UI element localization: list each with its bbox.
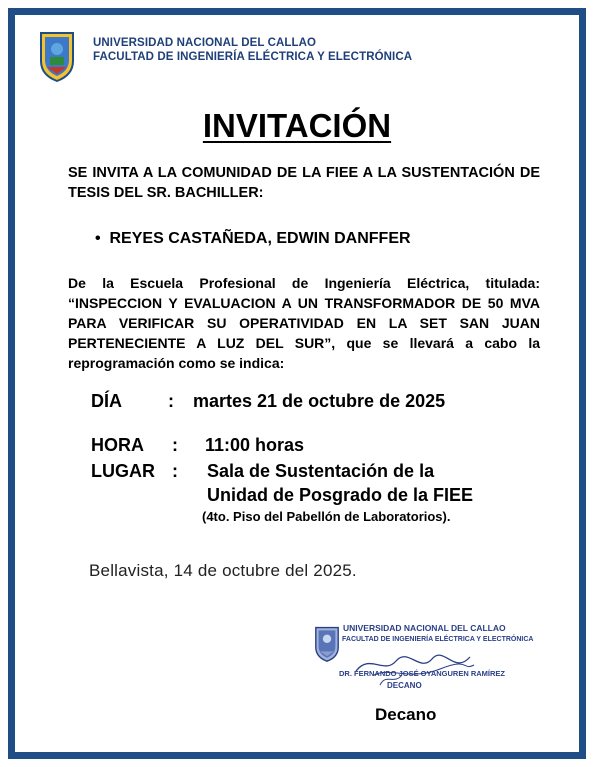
place-date: Bellavista, 14 de octubre del 2025. (89, 561, 357, 580)
place-colon: : (172, 461, 178, 481)
day-value: martes 21 de octubre de 2025 (193, 391, 446, 411)
place-line2: Unidad de Posgrado de la FIEE (207, 485, 474, 505)
page-title (15, 107, 579, 145)
hour-colon: : (172, 435, 178, 455)
signature-role: DECANO (387, 681, 422, 690)
signature-seal-logo-icon (313, 623, 341, 663)
thesis-paragraph: De la Escuela Profesional de Ingeniería Eléctrica, titulada: “INSPECCION Y EVALUACION A UN TRANSFORMADOR DE 50 MVA PARA VERIFICAR SU OPERATIVIDAD EN LA SET SAN JUAN PERTENECIENTE A LUZ DEL SUR”, que se llevará a cabo la reprogramación como se indica: (68, 275, 540, 371)
candidate-item (95, 230, 411, 248)
intro-paragraph: SE INVITA A LA COMUNIDAD DE LA FIEE A LA SUSTENTACIÓN DE TESIS DEL SR. BACHILLER: (68, 165, 540, 201)
place-line1: Sala de Sustentación de la (207, 461, 435, 481)
bullet-icon: • (95, 230, 110, 247)
place-label: LUGAR (91, 461, 155, 481)
place-note: (4to. Piso del Pabellón de Laboratorios). (202, 509, 451, 524)
day-colon: : (168, 391, 174, 411)
document-frame (8, 8, 586, 759)
header-university: UNIVERSIDAD NACIONAL DEL CALLAO (93, 37, 317, 49)
signature-faculty: FACULTAD DE INGENIERÍA ELÉCTRICA Y ELECTRÓNICA (342, 636, 534, 643)
header-faculty: FACULTAD DE INGENIERÍA ELÉCTRICA Y ELECTRÓNICA (93, 51, 413, 63)
signature-name: DR. FERNANDO JOSÉ OYANGUREN RAMÍREZ (339, 669, 505, 678)
day-label: DÍA (91, 391, 122, 411)
closing-role: Decano (375, 705, 437, 724)
hour-value: 11:00 horas (205, 435, 305, 455)
signature-university: UNIVERSIDAD NACIONAL DEL CALLAO (343, 623, 506, 633)
candidate-name: REYES CASTAÑEDA, EDWIN DANFFER (109, 230, 411, 247)
title-text: INVITACIÓN (202, 107, 392, 144)
hour-label: HORA (91, 435, 144, 455)
university-logo-icon (37, 27, 77, 83)
